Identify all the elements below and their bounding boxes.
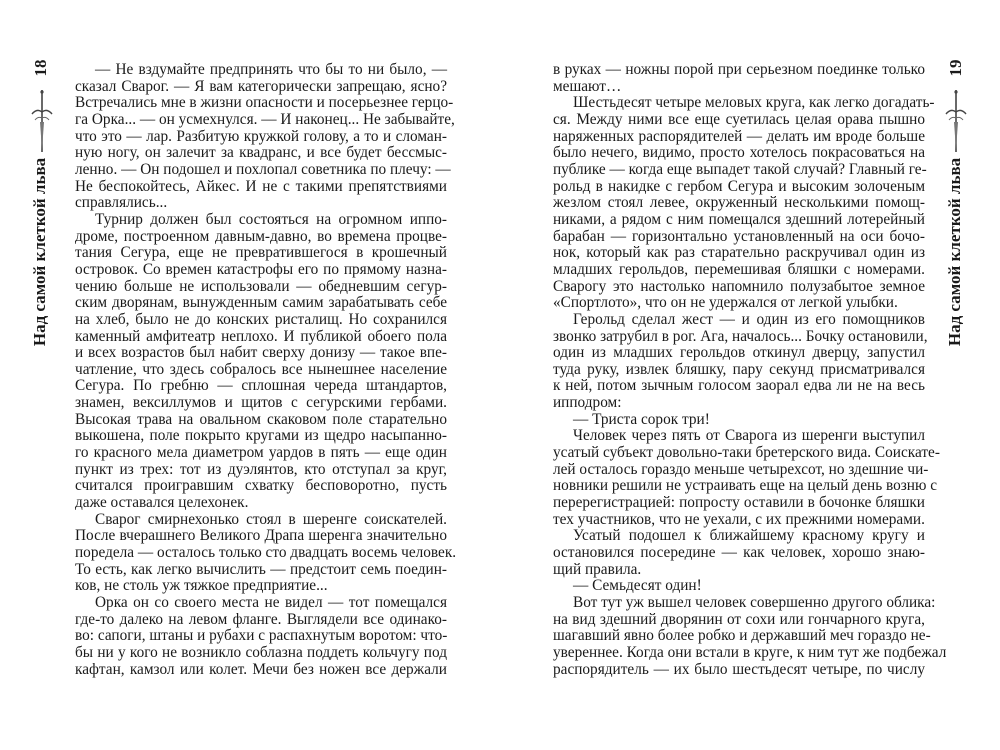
text-line: увереннее. Когда они встали в круге, к ним тут же подбежал [553, 643, 947, 661]
text-line: Шестьдесят четыре меловых круга, как легко догадать- [573, 94, 935, 112]
text-line: чатление, что здесь собралось все нынешнее население [75, 360, 447, 378]
text-line: Турнир должен был состояться на огромном иппо- [95, 210, 447, 228]
text-line: сказал Сварог. — Я вам категорически запрещаю, ясно? [75, 77, 447, 95]
text-line: Встречались мне в жизни опасности и посерьезнее герцо- [75, 94, 454, 112]
text-line: во: сапоги, штаны и рубахи с распахнутым воротом: что- [75, 627, 448, 645]
text-line: наряженных распорядителей — делать им вроде больше [553, 127, 925, 145]
text-line: справлялись... [75, 194, 168, 212]
text-line: Человек через пять от Сварога из шеренги выступил [573, 427, 925, 445]
text-line: остановился посередине — как человек, хорошо знаю- [553, 544, 925, 562]
text-line: что это — лар. Разбитую кружкой голову, а то и сломан- [75, 127, 447, 145]
text-line: в руках — ножны порой при серьезном поединке только [553, 61, 925, 78]
text-line: никами, а рядом с ним помещался здешний лотерейный [553, 210, 925, 228]
text-line: где-то далеко на левом фланге. Выглядели все одинако- [75, 610, 447, 628]
running-head: Над самой клеткой льва [945, 157, 964, 347]
text-line: ленно. — Он подошел и похлопал советника по плечу: — [75, 160, 451, 178]
text-line: на хлеб, было не до конских ристалищ. Но сохранился [75, 310, 447, 328]
text-line: — Триста сорок три! [573, 410, 710, 428]
text-line: пункт из трех: тот из дуэлянтов, кто отступал за круг, [75, 460, 447, 478]
text-line: усатый субъект довольно-таки бретерского вида. Соискате- [553, 444, 940, 462]
text-line: перерегистрацией: попросту оставили в бочонке бляшки [553, 494, 925, 512]
text-line: Сегура. По гребню — сплошная череда штандартов, [75, 377, 447, 395]
text-line: островок. Со времен катастрофы его по прямому назна- [75, 260, 447, 278]
running-head: Над самой клеткой льва [30, 157, 49, 347]
text-line: Сварог смирнехонько стоял в шеренге соискателей. [95, 510, 447, 528]
text-line: Орка он со своего места не видел — тот помещался [95, 594, 447, 611]
text-line: жезлом стоял левее, окруженный несколькими помощ- [553, 194, 925, 212]
text-line: «Спортлото», что он не удержался от легкой улыбки. [553, 294, 898, 312]
text-line: Сварогу это настолько напомнило полузабытое земное [553, 277, 925, 295]
text-line: Высокая трава на овальном скаковом поле старательно [75, 410, 447, 428]
text-line: рольд в накидке с гербом Сегура и высоким золоченым [553, 177, 925, 195]
text-line: звонко затрубил в рог. Ага, началось... Бочку остановили, [553, 327, 928, 345]
text-line: щий правила. [553, 560, 642, 578]
text-line: — Не вздумайте предпринять что бы то ни было, — [95, 61, 447, 78]
text-line: публике — когда еще выпадет такой случай? Главный ге- [553, 160, 927, 178]
text-line: шагавший явно более робко и державший меч гораздо не- [553, 627, 931, 645]
text-line: Герольд сделал жест — и один из его помощников [573, 310, 925, 328]
text-line: туда руку, извлек бляшку, пару секунд присматривался [553, 360, 925, 378]
page-text [553, 61, 947, 678]
page-text [75, 61, 457, 678]
text-line: Усатый подошел к ближайшему красному кругу и [573, 527, 925, 545]
sword-icon [943, 88, 969, 154]
text-line: каменный амфитеатр неплохо. И публикой обоего пола [75, 327, 447, 345]
text-line: кафтан, камзол или колет. Мечи без ножен все держали [75, 660, 447, 678]
text-line: Вот тут уж вышел человек совершенно другого облика: [573, 594, 936, 611]
text-line: дроме, построенном давным-давно, во времена процве- [75, 227, 447, 245]
text-line: мешают… [553, 77, 622, 95]
text-line: чению больше не использовали — обедневшим сегур- [75, 277, 447, 295]
text-line: было нечего, видимо, просто хотелось покрасоваться на [553, 144, 925, 162]
text-line: ся. Между ними все еще суетилась целая орава пышно [553, 110, 925, 128]
page-number: 19 [946, 59, 965, 77]
text-line: новники решили не устраивать еще на целый день возню с [553, 477, 938, 495]
text-line: нок, который как раз старательно раскручивал один из [553, 244, 925, 262]
text-line: поредела — осталось только сто двадцать восемь человек. [75, 544, 457, 562]
text-line: го красного мела диаметром уардов в пять — еще один [75, 444, 447, 462]
text-line: тех участников, что не уехали, с их прежними номерами. [553, 510, 925, 528]
text-line: считался проигравшим схватку бесповоротно, пусть [75, 477, 447, 495]
page-number: 18 [31, 59, 50, 77]
text-line: распорядитель — их было шестьдесят четыре, по числу [553, 660, 925, 678]
text-line: к ней, потом зычным голосом заорал едва ли не на весь [553, 377, 925, 395]
text-line: ипподром: [553, 394, 622, 412]
text-line: даже оставался целехонек. [75, 494, 249, 512]
text-line: лей осталось гораздо меньше четырехсот, но здешние чи- [553, 460, 929, 478]
sword-icon [29, 88, 55, 154]
text-line: То есть, как легко вычислить — предстоит семь поедин- [75, 560, 447, 578]
text-line: младших герольдов, перемешивая бляшки с номерами. [553, 260, 925, 278]
text-line: После вчерашнего Великого Драпа шеренга значительно [75, 527, 447, 545]
text-line: га Орка... — он усмехнулся. — И наконец... Не забывайте, [75, 110, 455, 128]
text-line: ков, не столь уж тяжкое предприятие... [75, 577, 328, 595]
text-line: барабан — горизонтально установленный на оси бочо- [553, 227, 925, 245]
text-line: знамен, вексиллумов и щитов с сегурскими гербами. [75, 394, 447, 412]
text-line: на вид здешний дворянин от сохи или гончарного круга, [553, 610, 925, 628]
text-line: — Семьдесят один! [573, 577, 702, 595]
text-line: бы ни у кого не возникло соблазна поддеть кольчугу под [75, 643, 447, 661]
text-line: ским дворянам, вынужденным самим зарабатывать себе [75, 294, 447, 312]
text-line: выкошена, поле покрыто кругами из щедро насыпанно- [75, 427, 447, 445]
right-page [500, 0, 1000, 750]
text-line: и всех возрастов был набит сверху донизу — такое впе- [75, 344, 447, 362]
text-line: один из младших герольдов откинул дверцу, запустил [553, 344, 925, 362]
text-line: ную ногу, он залечит за квадранс, и все будет бессмыс- [75, 144, 447, 162]
text-line: тания Сегура, еще не превратившегося в крошечный [75, 244, 447, 262]
text-line: Не беспокойтесь, Айкес. И не с такими препятствиями [75, 177, 447, 195]
